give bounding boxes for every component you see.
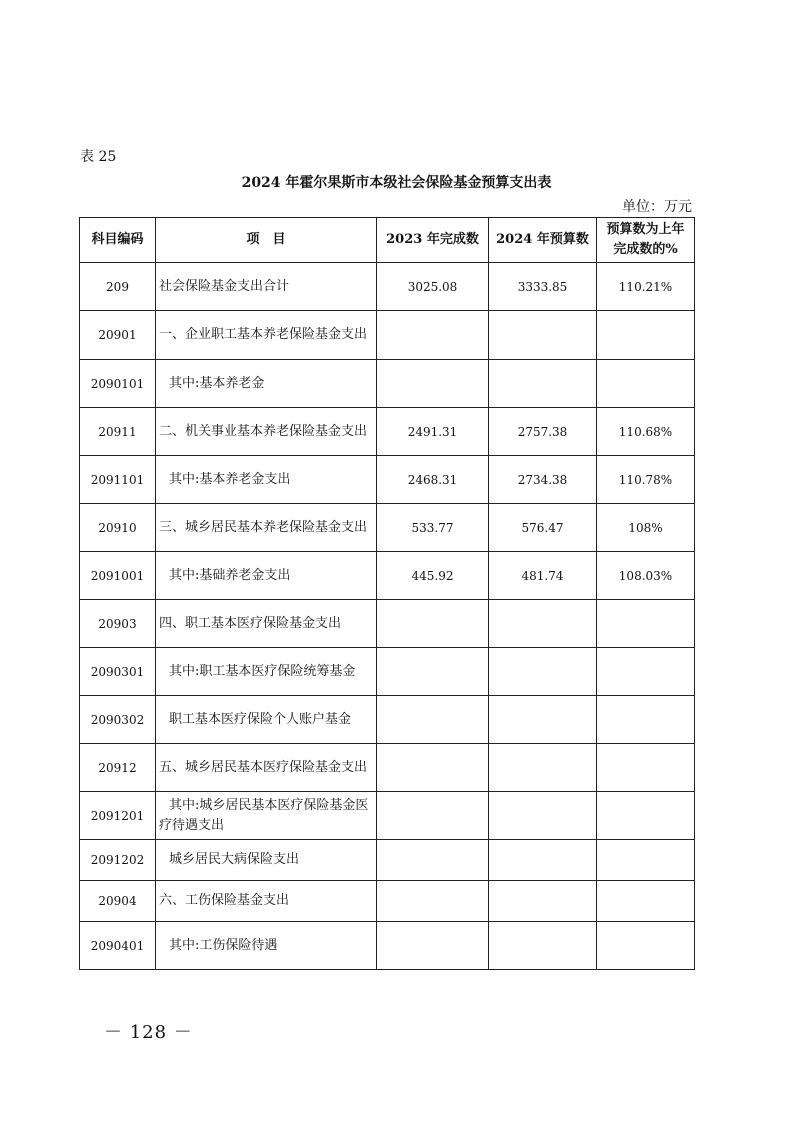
budget-table <box>79 217 695 970</box>
percent-cell <box>597 600 695 648</box>
table-header-row <box>80 218 695 263</box>
value-2023-cell: 2491.31 <box>377 408 489 456</box>
header-percent: 预算数为上年完成数的% <box>597 218 695 263</box>
value-2023-cell <box>377 360 489 408</box>
value-2023-cell <box>377 922 489 970</box>
item-cell: 其中:基本养老金 <box>156 360 377 408</box>
table-row <box>80 311 695 360</box>
value-2023-cell <box>377 840 489 881</box>
table-row <box>80 504 695 552</box>
code-cell: 20911 <box>80 408 156 456</box>
item-cell: 职工基本医疗保险个人账户基金 <box>156 696 377 744</box>
table-row <box>80 648 695 696</box>
code-cell: 20912 <box>80 744 156 792</box>
item-cell: 其中:城乡居民基本医疗保险基金医疗待遇支出 <box>156 792 377 840</box>
item-cell: 社会保险基金支出合计 <box>156 263 377 311</box>
item-cell: 三、城乡居民基本养老保险基金支出 <box>156 504 377 552</box>
value-2024-cell: 3333.85 <box>489 263 597 311</box>
table-row <box>80 263 695 311</box>
code-cell: 2090401 <box>80 922 156 970</box>
value-2024-cell <box>489 648 597 696</box>
table-row <box>80 744 695 792</box>
percent-cell: 108% <box>597 504 695 552</box>
percent-cell: 108.03% <box>597 552 695 600</box>
code-cell: 2091101 <box>80 456 156 504</box>
code-cell: 20903 <box>80 600 156 648</box>
percent-cell: 110.21% <box>597 263 695 311</box>
value-2023-cell: 445.92 <box>377 552 489 600</box>
table-row <box>80 360 695 408</box>
code-cell: 2090101 <box>80 360 156 408</box>
item-cell: 六、工伤保险基金支出 <box>156 881 377 922</box>
header-2024: 2024 年预算数 <box>489 218 597 263</box>
header-item: 项 目 <box>156 218 377 263</box>
value-2023-cell <box>377 600 489 648</box>
table-row <box>80 696 695 744</box>
percent-cell <box>597 311 695 360</box>
value-2023-cell: 533.77 <box>377 504 489 552</box>
item-cell: 一、企业职工基本养老保险基金支出 <box>156 311 377 360</box>
percent-cell <box>597 792 695 840</box>
code-cell: 2090301 <box>80 648 156 696</box>
value-2024-cell <box>489 840 597 881</box>
value-2023-cell: 2468.31 <box>377 456 489 504</box>
value-2024-cell: 2734.38 <box>489 456 597 504</box>
table-body <box>80 263 695 970</box>
percent-cell <box>597 840 695 881</box>
percent-cell <box>597 648 695 696</box>
value-2023-cell <box>377 881 489 922</box>
value-2023-cell <box>377 696 489 744</box>
table-number: 表 25 <box>80 149 117 165</box>
item-cell: 二、机关事业基本养老保险基金支出 <box>156 408 377 456</box>
value-2024-cell <box>489 744 597 792</box>
value-2024-cell: 576.47 <box>489 504 597 552</box>
table-title: 2024 年霍尔果斯市本级社会保险基金预算支出表 <box>241 175 552 191</box>
header-code: 科目编码 <box>80 218 156 263</box>
item-cell: 其中:职工基本医疗保险统筹基金 <box>156 648 377 696</box>
table-row <box>80 408 695 456</box>
value-2024-cell <box>489 360 597 408</box>
value-2024-cell: 481.74 <box>489 552 597 600</box>
value-2023-cell <box>377 648 489 696</box>
code-cell: 2091001 <box>80 552 156 600</box>
item-cell: 其中:基础养老金支出 <box>156 552 377 600</box>
item-cell: 五、城乡居民基本医疗保险基金支出 <box>156 744 377 792</box>
code-cell: 20904 <box>80 881 156 922</box>
code-cell: 2091201 <box>80 792 156 840</box>
percent-cell <box>597 696 695 744</box>
code-cell: 2090302 <box>80 696 156 744</box>
value-2023-cell <box>377 792 489 840</box>
table-row <box>80 881 695 922</box>
table-row <box>80 792 695 840</box>
item-cell: 其中:工伤保险待遇 <box>156 922 377 970</box>
percent-cell <box>597 881 695 922</box>
item-cell: 四、职工基本医疗保险基金支出 <box>156 600 377 648</box>
value-2024-cell <box>489 922 597 970</box>
value-2024-cell <box>489 600 597 648</box>
table-row <box>80 552 695 600</box>
value-2024-cell: 2757.38 <box>489 408 597 456</box>
value-2023-cell: 3025.08 <box>377 263 489 311</box>
header-2023: 2023 年完成数 <box>377 218 489 263</box>
table-row <box>80 600 695 648</box>
page-number: － 128 － <box>104 1022 193 1043</box>
code-cell: 20901 <box>80 311 156 360</box>
value-2024-cell <box>489 311 597 360</box>
code-cell: 2091202 <box>80 840 156 881</box>
value-2024-cell <box>489 696 597 744</box>
percent-cell <box>597 922 695 970</box>
value-2024-cell <box>489 881 597 922</box>
percent-cell: 110.78% <box>597 456 695 504</box>
percent-cell <box>597 360 695 408</box>
unit-label: 单位：万元 <box>622 199 692 215</box>
percent-cell: 110.68% <box>597 408 695 456</box>
value-2024-cell <box>489 792 597 840</box>
percent-cell <box>597 744 695 792</box>
table-row <box>80 922 695 970</box>
table-row <box>80 840 695 881</box>
item-cell: 其中:基本养老金支出 <box>156 456 377 504</box>
value-2023-cell <box>377 744 489 792</box>
value-2023-cell <box>377 311 489 360</box>
code-cell: 209 <box>80 263 156 311</box>
item-cell: 城乡居民大病保险支出 <box>156 840 377 881</box>
table-row <box>80 456 695 504</box>
code-cell: 20910 <box>80 504 156 552</box>
